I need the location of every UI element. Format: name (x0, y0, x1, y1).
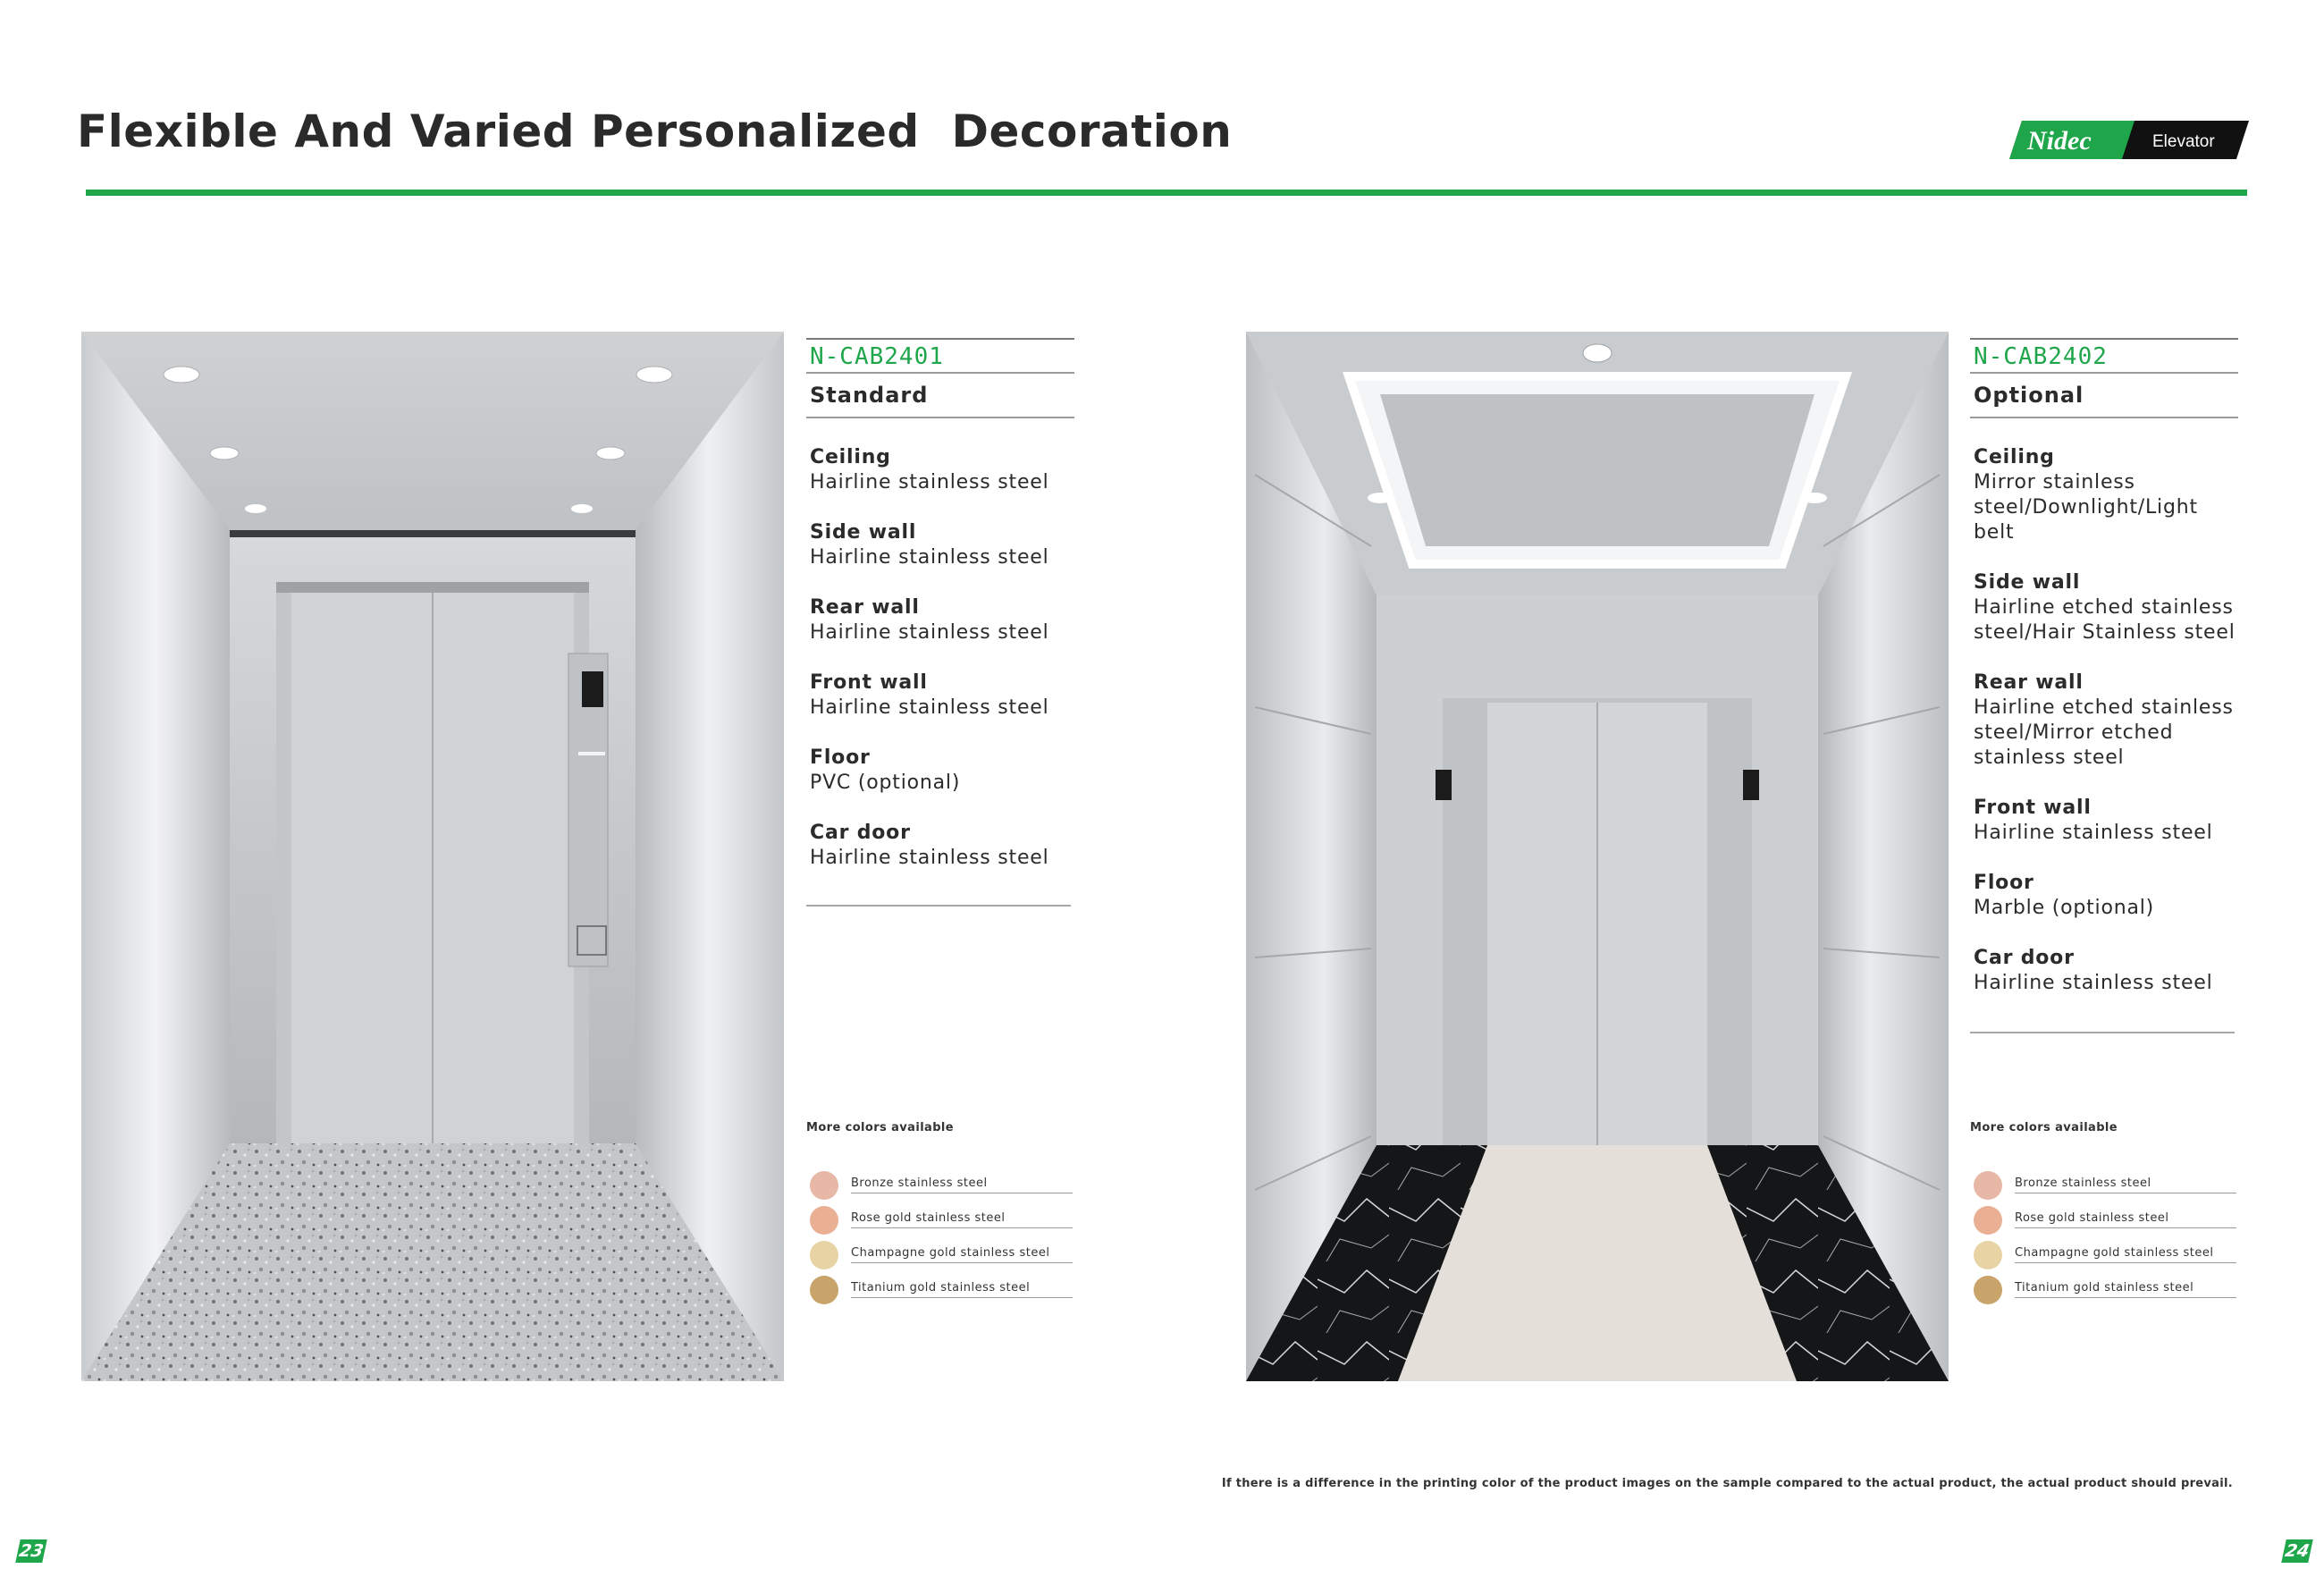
spec-item-front-wall (810, 670, 1078, 721)
cabin-photo-optional (1246, 332, 1949, 1381)
spec-label: Front wall (810, 671, 928, 694)
color-label: Titanium gold stainless steel (851, 1281, 1073, 1298)
color-option (1974, 1237, 2236, 1272)
model-code: N-CAB2402 (1970, 338, 2238, 374)
swatch-icon (1974, 1276, 2002, 1304)
color-option (1974, 1272, 2236, 1307)
disclaimer-note: If there is a difference in the printing color of the product images on the sample compared to the actual product, the actual product should prevail. (1221, 1477, 2233, 1490)
logo-brand-text: Nidec (2027, 126, 2092, 156)
spec-label: Car door (810, 822, 911, 844)
spec-value: Hairline stainless steel (810, 696, 1049, 719)
spec-label: Rear wall (810, 596, 920, 619)
color-option (810, 1202, 1073, 1237)
swatch-icon (810, 1241, 838, 1269)
spec-value: Hairline stainless steel (810, 546, 1049, 569)
color-label: Champagne gold stainless steel (2015, 1246, 2236, 1263)
swatch-icon (1974, 1171, 2002, 1200)
swatch-icon (810, 1171, 838, 1200)
brand-logo (2009, 121, 2249, 159)
model-grade: Optional (1970, 383, 2238, 418)
color-option (810, 1237, 1073, 1272)
spec-value: PVC (optional) (810, 772, 961, 794)
spec-value: Hairline stainless steel (810, 621, 1049, 644)
color-label: Champagne gold stainless steel (851, 1246, 1073, 1263)
color-option (810, 1272, 1073, 1307)
swatch-icon (810, 1206, 838, 1235)
spec-label: Side wall (1974, 571, 2081, 594)
color-option (810, 1168, 1073, 1202)
page-number-left: 23 (15, 1539, 47, 1563)
spec-label: Floor (1974, 872, 2034, 894)
spec-label: Side wall (810, 521, 917, 544)
spec-item-side-wall (1974, 570, 2242, 645)
spec-label: Ceiling (810, 446, 891, 468)
color-label: Bronze stainless steel (2015, 1176, 2236, 1193)
spec-value: Hairline etched stainless steel/Hair Stainless steel (1974, 596, 2236, 644)
spec-item-floor (810, 746, 1078, 796)
swatch-icon (1974, 1241, 2002, 1269)
spec-value: Hairline stainless steel (1974, 972, 2213, 994)
spec-value: Hairline etched stainless steel/Mirror etched stainless steel (1974, 696, 2234, 769)
page-number-right: 24 (2281, 1539, 2313, 1563)
spec-list (1974, 445, 2242, 1021)
colors-heading: More colors available (806, 1121, 955, 1134)
spec-value: Mirror stainless steel/Downlight/Light belt (1974, 471, 2198, 544)
spec-item-floor (1974, 871, 2242, 921)
color-option (1974, 1168, 2236, 1202)
spec-divider (806, 905, 1071, 907)
spec-item-ceiling (1974, 445, 2242, 545)
spec-item-car-door (810, 821, 1078, 871)
swatch-icon (1974, 1206, 2002, 1235)
color-label: Rose gold stainless steel (2015, 1211, 2236, 1228)
colors-heading: More colors available (1970, 1121, 2118, 1134)
spec-value: Hairline stainless steel (810, 847, 1049, 869)
swatch-icon (810, 1276, 838, 1304)
spec-value: Marble (optional) (1974, 897, 2155, 919)
title-divider (86, 190, 2247, 196)
spec-label: Rear wall (1974, 671, 2084, 694)
color-label: Bronze stainless steel (851, 1176, 1073, 1193)
spec-value: Hairline stainless steel (810, 471, 1049, 493)
spec-label: Ceiling (1974, 446, 2055, 468)
model-code: N-CAB2401 (806, 338, 1074, 374)
spec-item-rear-wall (810, 595, 1078, 645)
spec-item-side-wall (810, 520, 1078, 570)
spec-label: Floor (810, 746, 871, 769)
spec-label: Front wall (1974, 797, 2092, 819)
color-label: Rose gold stainless steel (851, 1211, 1073, 1228)
color-label: Titanium gold stainless steel (2015, 1281, 2236, 1298)
nidec-logo-icon (2009, 121, 2249, 159)
spec-item-rear-wall (1974, 670, 2242, 771)
cabin-photo-standard (81, 332, 784, 1381)
spec-item-ceiling (810, 445, 1078, 495)
spec-item-car-door (1974, 946, 2242, 996)
color-option (1974, 1202, 2236, 1237)
spec-label: Car door (1974, 947, 2075, 969)
spec-item-front-wall (1974, 796, 2242, 846)
spec-value: Hairline stainless steel (1974, 822, 2213, 844)
logo-tag-text: Elevator (2152, 132, 2215, 151)
spec-list (810, 445, 1078, 896)
model-grade: Standard (806, 383, 1074, 418)
page-title: Flexible And Varied Personalized Decoration (77, 105, 1233, 157)
spec-divider (1970, 1032, 2235, 1033)
